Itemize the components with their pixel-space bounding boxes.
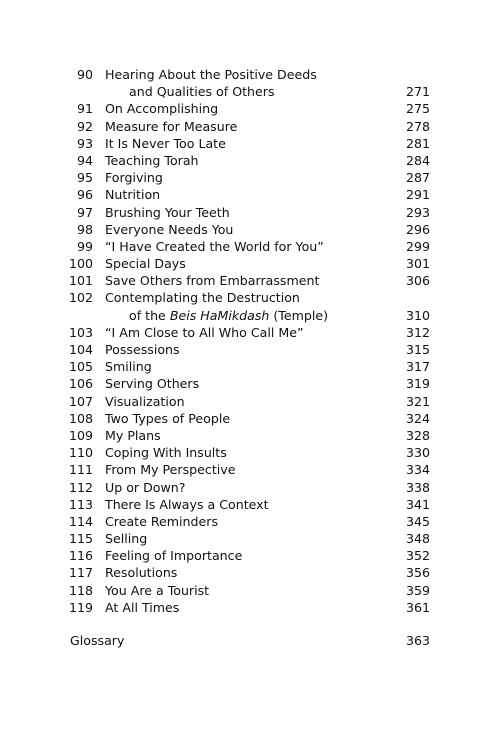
page-number: 317 [405, 359, 430, 375]
glossary-entry [0, 632, 500, 650]
page-number: 293 [405, 204, 430, 220]
chapter-title: Everyone Needs You [105, 221, 234, 237]
chapter-number: 110 [68, 445, 93, 461]
chapter-title: Measure for Measure [105, 118, 238, 134]
chapter-number: 91 [76, 101, 93, 117]
chapter-title: Feeling of Importance [105, 548, 243, 564]
chapter-number: 96 [76, 187, 93, 203]
chapter-number: 95 [76, 170, 93, 186]
chapter-title-text: of the [129, 307, 170, 323]
page-number: 328 [405, 427, 430, 443]
page-number: 271 [405, 84, 430, 100]
toc-row [0, 427, 500, 444]
glossary-page-number: 363 [405, 633, 430, 648]
toc-row [0, 204, 500, 221]
toc-row [0, 100, 500, 117]
toc-row [0, 479, 500, 496]
chapter-number: 113 [68, 496, 93, 512]
chapter-title-italic: Beis HaMikdash [169, 307, 270, 323]
page-number: 345 [405, 513, 430, 529]
toc-row [0, 221, 500, 238]
page-number: 306 [405, 273, 430, 289]
chapter-number: 106 [68, 376, 93, 392]
toc-row [0, 152, 500, 169]
toc-row [0, 66, 500, 83]
chapter-title: On Accomplishing [105, 101, 219, 117]
chapter-title: It Is Never Too Late [105, 135, 226, 151]
chapter-title: Up or Down? [105, 479, 186, 495]
chapter-number: 109 [68, 427, 93, 443]
chapter-number: 112 [68, 479, 93, 495]
chapter-title: Save Others from Embarrassment [105, 273, 320, 289]
toc-row [0, 341, 500, 358]
toc-row [0, 358, 500, 375]
chapter-number: 116 [68, 548, 93, 564]
chapter-number: 94 [76, 152, 93, 168]
chapter-title: My Plans [105, 427, 161, 443]
page-number: 359 [405, 582, 430, 598]
chapter-title: Create Reminders [105, 513, 219, 529]
chapter-number: 104 [68, 342, 93, 357]
table-of-contents [0, 66, 500, 616]
chapter-title: “I Have Created the World for You” [105, 238, 324, 254]
page-number: 348 [405, 531, 430, 547]
toc-row [0, 444, 500, 461]
chapter-number: 105 [68, 359, 93, 375]
chapter-title [129, 307, 328, 324]
toc-row [0, 599, 500, 616]
chapter-number: 93 [76, 135, 93, 151]
toc-row [0, 238, 500, 255]
page-number: 312 [405, 324, 430, 340]
page-number: 310 [405, 307, 430, 323]
chapter-title-text: (Temple) [269, 307, 329, 323]
chapter-number: 111 [68, 462, 93, 478]
page-number: 284 [405, 152, 430, 168]
toc-row [0, 496, 500, 513]
chapter-title: You Are a Tourist [105, 582, 210, 598]
page-number: 281 [405, 135, 430, 151]
toc-row [0, 255, 500, 272]
chapter-title: Smiling [105, 359, 152, 375]
chapter-title: There Is Always a Context [105, 496, 269, 512]
toc-row [0, 135, 500, 152]
toc-row [0, 289, 500, 306]
chapter-title: and Qualities of Others [129, 84, 275, 100]
toc-row [0, 324, 500, 341]
page-number: 341 [405, 496, 430, 512]
chapter-title: Serving Others [105, 376, 200, 392]
chapter-title: Nutrition [105, 187, 161, 203]
page-number: 299 [405, 238, 430, 254]
page-number: 287 [405, 170, 430, 186]
toc-row [0, 375, 500, 392]
chapter-number: 103 [68, 324, 93, 340]
chapter-title: Visualization [105, 393, 185, 409]
chapter-number: 117 [68, 565, 93, 581]
chapter-title: Brushing Your Teeth [105, 204, 230, 220]
chapter-title: At All Times [105, 599, 180, 615]
page-number: 324 [405, 410, 430, 426]
chapter-number: 118 [68, 582, 93, 598]
toc-row [0, 582, 500, 599]
chapter-number: 98 [76, 221, 93, 237]
chapter-number: 101 [68, 273, 93, 289]
chapter-title: Possessions [105, 342, 180, 357]
page-number: 338 [405, 479, 430, 495]
toc-row [0, 564, 500, 581]
toc-row [0, 186, 500, 203]
page-number: 321 [405, 393, 430, 409]
page-number: 352 [405, 548, 430, 564]
chapter-number: 107 [68, 393, 93, 409]
page-number: 361 [405, 599, 430, 615]
chapter-number: 99 [76, 238, 93, 254]
chapter-number: 90 [76, 67, 93, 82]
toc-row [0, 169, 500, 186]
page-number: 275 [405, 101, 430, 117]
chapter-title: Teaching Torah [105, 152, 199, 168]
page-number: 296 [405, 221, 430, 237]
chapter-number: 102 [68, 290, 93, 306]
page-number: 334 [405, 462, 430, 478]
chapter-title: “I Am Close to All Who Call Me” [105, 324, 304, 340]
page-number: 278 [405, 118, 430, 134]
glossary-label: Glossary [70, 633, 125, 648]
chapter-number: 100 [68, 256, 93, 272]
chapter-number: 108 [68, 410, 93, 426]
toc-row [0, 118, 500, 135]
toc-row [0, 410, 500, 427]
page-number: 315 [405, 342, 430, 357]
chapter-number: 114 [68, 513, 93, 529]
page-number: 319 [405, 376, 430, 392]
chapter-title: Two Types of People [105, 410, 231, 426]
chapter-number: 92 [76, 118, 93, 134]
chapter-title: Resolutions [105, 565, 178, 581]
toc-row [0, 393, 500, 410]
toc-row [0, 272, 500, 289]
toc-row [0, 530, 500, 547]
chapter-title: From My Perspective [105, 462, 236, 478]
page-number: 291 [405, 187, 430, 203]
page-number: 301 [405, 256, 430, 272]
chapter-number: 115 [68, 531, 93, 547]
toc-row [0, 513, 500, 530]
toc-row [0, 83, 500, 100]
page-number: 330 [405, 445, 430, 461]
chapter-title: Special Days [105, 256, 186, 272]
page-number: 356 [405, 565, 430, 581]
toc-row [0, 307, 500, 324]
chapter-title: Selling [105, 531, 148, 547]
toc-row [0, 547, 500, 564]
chapter-title: Forgiving [105, 170, 163, 186]
chapter-title: Coping With Insults [105, 445, 227, 461]
chapter-title: Contemplating the Destruction [105, 290, 300, 306]
chapter-title: Hearing About the Positive Deeds [105, 67, 317, 82]
chapter-number: 97 [76, 204, 93, 220]
chapter-number: 119 [68, 599, 93, 615]
toc-row [0, 461, 500, 478]
